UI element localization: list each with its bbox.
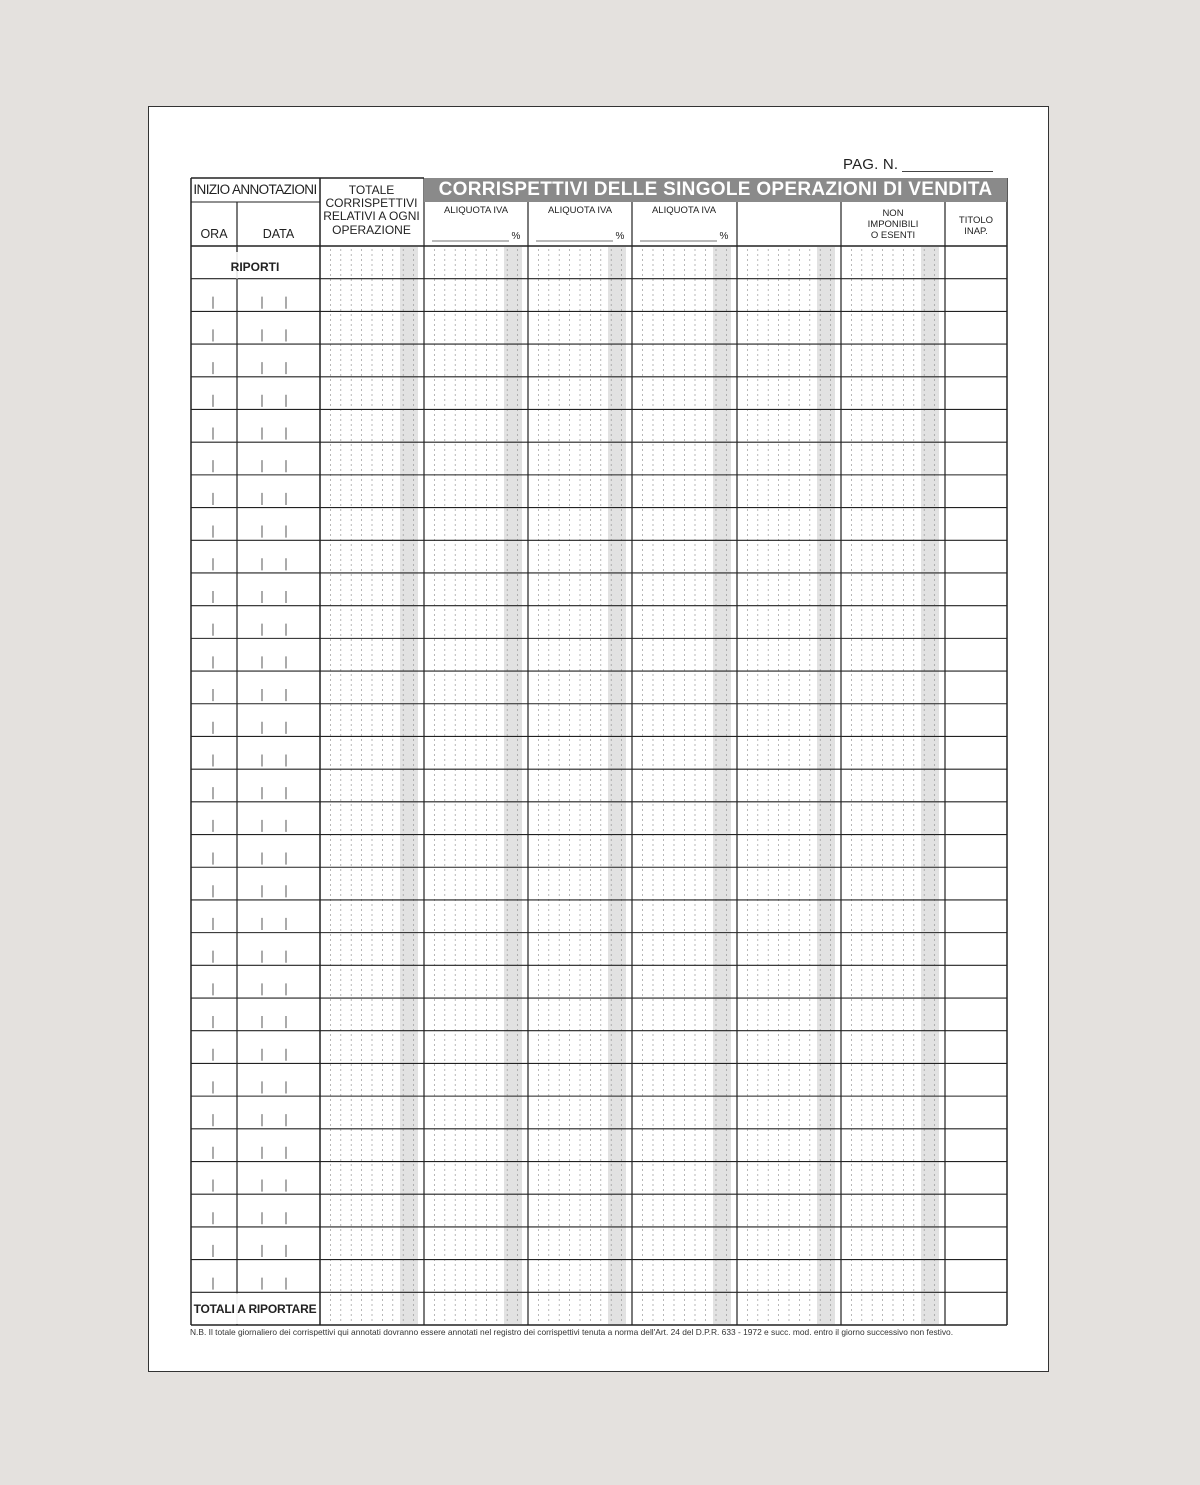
totale-header-line-3: RELATIVI A OGNI [323,209,420,223]
titolo-inap-line-1: TITOLO [958,215,994,226]
page-number-label: PAG. N. [843,156,899,173]
aliquota-iva-header-2: ALIQUOTA IVA [547,205,613,216]
ora-header: ORA [200,227,228,241]
percent-sign-3: % [719,231,729,242]
totale-header-line-2: CORRISPETTIVI [325,196,418,210]
decimal-shade-3 [608,247,626,1324]
section-banner: CORRISPETTIVI DELLE SINGOLE OPERAZIONI DI VENDITA [424,178,1007,202]
footer-note: N.B. Il totale giornaliero dei corrispettivi qui annotati dovranno essere annotati nel registro dei corrispettivi tenuta a norma dell'Art. 24 del D.P.R. 633 - 1972 e succ. mod. entro il giorno successivo non festivo. [190,1327,954,1337]
titolo-inap-line-2: INAP. [964,226,988,237]
totale-header-line-1: TOTALE [348,183,395,197]
data-header: DATA [262,227,295,241]
decimal-shade-2 [504,247,522,1324]
decimal-shade-6 [921,247,939,1324]
totale-header-line-4: OPERAZIONE [332,223,411,237]
riporti-label: RIPORTI [230,260,280,274]
decimal-shade-1 [400,247,418,1324]
decimal-shade-5 [817,247,835,1324]
aliquota-iva-header-3: ALIQUOTA IVA [651,205,717,216]
aliquota-iva-header-1: ALIQUOTA IVA [443,205,509,216]
percent-sign-1: % [511,231,521,242]
percent-sign-2: % [615,231,625,242]
non-imponibili-line-3: O ESENTI [870,230,916,241]
inizio-annotazioni-header: INIZIO ANNOTAZIONI [193,182,317,197]
non-imponibili-line-1: NON [882,208,904,219]
totali-a-riportare-label: TOTALI A RIPORTARE [193,1302,317,1316]
non-imponibili-line-2: IMPONIBILI [867,219,919,230]
